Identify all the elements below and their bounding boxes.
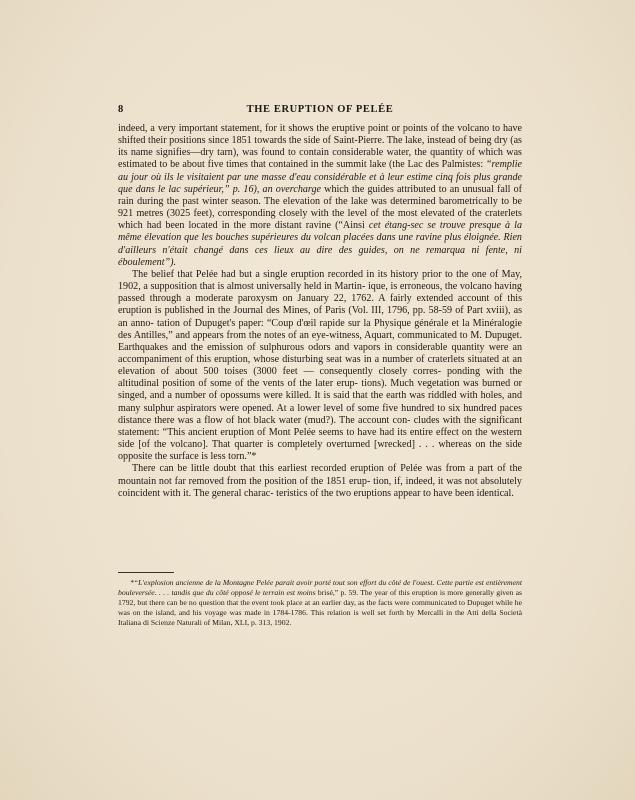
running-title: THE ERUPTION OF PELÉE [246, 104, 394, 115]
text-line: tation of Dupuget's paper: “Coup d'œil rapide sur la Physique générale et la [156, 317, 473, 329]
footnote-line: question that the event took place at an earlier day, as the facts were communicated to Dupuget [198, 598, 496, 608]
text-line: teristics of the two eruptions appear to have been identical. [276, 487, 514, 499]
footnote-line: brisé,” p. 59. The year of this eruption is more generally given as 1792, but there can be no [118, 588, 522, 608]
text-line: the surface is less torn.”* [154, 451, 257, 463]
text-line: was found to contain considerable water, the quantity of which was estimated [118, 147, 522, 171]
footnote [118, 578, 522, 628]
text-line: tions). Much vegetation was burned or singed, and a number of opossums [118, 378, 522, 402]
text-line: cludes with the significant statement: “This ancient eruption of Mont Pelée [118, 414, 522, 438]
text-line: The belief that Pelée had but a single eruption recorded in its history prior [132, 268, 445, 280]
text-line: communicated to M. Dupuget. Earthquakes and the emission of sulphurous [118, 329, 522, 353]
text-line: eruption, whose disturbing seat was in a number of craterlets situated at [214, 353, 513, 365]
text-line: cet étang-sec se trouve presque à la même élevation que les bouches supérieures du [118, 220, 522, 244]
text-line: January 22, 1762. A fairly extended account of this eruption is published in the [118, 293, 522, 317]
text-line: of the volcano to have shifted their positions since 1851 towards the side of [118, 123, 522, 147]
text-line: ces lieux au dire des guides, on ne remarqua ni fente, ni éboulement”). [118, 244, 522, 268]
text-line: were killed. It is said that the earth was riddled with holes, and many sulphur [118, 390, 523, 414]
text-line: ique, is erroneous, the volcano having passed through a moderate paroxysm on [118, 281, 522, 305]
text-line: aspirators were opened. At a lower level of some five hundred to six hundred [177, 402, 500, 414]
text-line: quarter is completely overturned [wrecked] . . . whereas on the side opposite [118, 439, 522, 463]
text-line: seems to have had its entire effect on the western side [of the volcano]. That [118, 426, 522, 451]
text-line: odors and vapors in considerable quantity were an accompaniment of this [118, 341, 522, 365]
text-line: There can be little doubt that this earliest recorded eruption of Pelée was [132, 463, 446, 475]
paragraph-3 [118, 463, 522, 499]
text-line: Saint-Pierre. The lake, instead of being dry (as its name signifies—dry tarn), [118, 135, 522, 159]
text-line: ponding with the altitudinal position of some of the vents of the later erup- [118, 366, 522, 390]
footnote-line: while he was on the island, and his voyage was made in 1784-1786. This relation is well set forth [118, 598, 522, 618]
footnote-line: by Mercalli in the Atti della Società Italiana di Scienze Naturali of Milan, XLI, p. 313, 1902. [118, 608, 522, 628]
text-line: to be about five times that contained in the summit lake (the Lac des Palmistes: [159, 159, 486, 171]
page-number: 8 [118, 104, 124, 115]
text-line: to the one of May, 1902, a supposition that is almost universally held in Martin- [118, 268, 522, 293]
paragraph-1 [118, 123, 522, 269]
text-line: Journal des Mines, of Paris (Vol. III, 1796, pp. 58-59 of Part xviii), as an anno- [118, 305, 522, 329]
text-line: an elevation of about 500 toises (3000 feet — consequently closely corres- [118, 353, 522, 378]
body-text [118, 123, 522, 500]
footnote-rule [118, 572, 174, 573]
text-line: indeed, a very important statement, for it shows the eruptive point or points [118, 123, 431, 134]
paragraph-2 [118, 269, 522, 464]
text-line: estime cinq fois plus grande que dans le lac supérieur,” p. 16), an overcharge [118, 171, 522, 195]
text-line: season. The elevation of the lake was determined barometrically to be 921 [118, 195, 522, 220]
text-line: Minéralogie des Antilles,” and appears from the notes of an eye-witness, Aquart, [118, 317, 522, 341]
page-header [118, 104, 522, 118]
text-line: paces distance there was a flow of hot black water (mud?). The account con- [118, 402, 522, 426]
text-line: which the guides attributed to an unusual fall of rain during the past winter [118, 183, 522, 207]
text-line: metres (3025 feet), corresponding closely with the level of the most elevated [136, 208, 458, 220]
text-line: tion, if, indeed, it was not absolutely coincident with it. The general charac- [118, 475, 522, 499]
text-line: volcan placées dans une ravine plus éloignée. Rien d'ailleurs n'était changé dans [118, 232, 522, 256]
text-line: from a part of the mountain not far removed from the position of the 1851 erup- [118, 463, 522, 487]
text-line: “remplie au jour où ils le visitaient par une masse d'eau considérable et à leur [118, 159, 523, 183]
text-line: of the craterlets which had been located in the more distant ravine (“Ainsi [118, 208, 522, 232]
footnote-line: *“L'explosion ancienne de la Montagne Pelée parait avoir porté tout son effort du côté de [130, 578, 413, 587]
footnote-line: l'ouest. Cette partie est entièrement bouleversée. . . . tandis que du côté opposé le terrain est moins [118, 578, 522, 598]
